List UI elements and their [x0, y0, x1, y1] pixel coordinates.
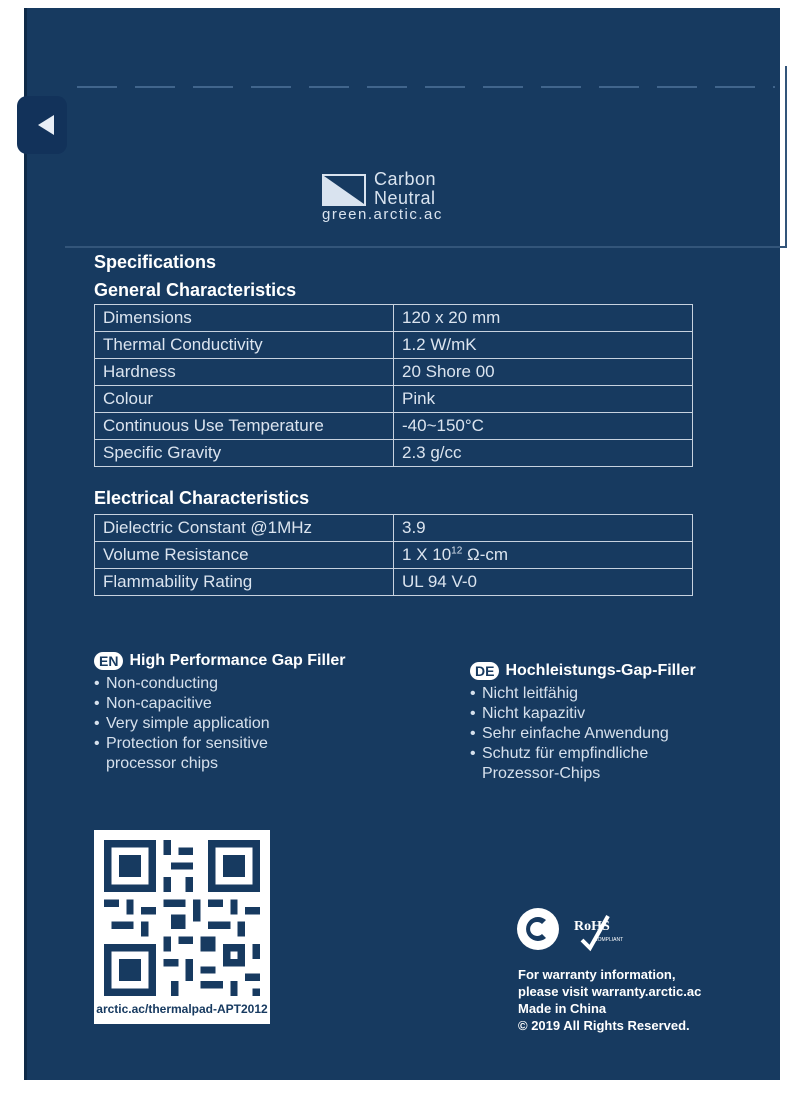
spec-value: -40~150°C: [394, 413, 693, 440]
features-title-de: Hochleistungs-Gap-Filler: [505, 662, 696, 679]
list-item: • Protection for sensitive processor chips: [94, 734, 276, 774]
spec-value: 2.3 g/cc: [394, 440, 693, 467]
carbon-cycle-icon: [517, 908, 559, 950]
electrical-spec-table: [94, 514, 693, 596]
table-row: [95, 569, 693, 596]
footer-line: Made in China: [518, 1001, 607, 1016]
table-row: [95, 359, 693, 386]
electrical-heading: Electrical Characteristics: [94, 488, 310, 508]
arrow-left-icon: [38, 115, 54, 135]
table-row: [95, 332, 693, 359]
rohs-compliant-icon: [574, 916, 623, 948]
spec-label: Specific Gravity: [95, 440, 394, 467]
language-badge-en: EN: [94, 652, 123, 670]
table-row: [95, 542, 693, 569]
table-row: [95, 515, 693, 542]
table-row: [95, 305, 693, 332]
spec-value: UL 94 V-0: [394, 569, 693, 596]
list-item: • Non-conducting: [94, 674, 394, 694]
flap-perforation: [77, 86, 775, 88]
spec-value: 20 Shore 00: [394, 359, 693, 386]
table-row: [95, 386, 693, 413]
features-en: [94, 652, 394, 774]
spec-label: Dimensions: [95, 305, 394, 332]
spec-label: Flammability Rating: [95, 569, 394, 596]
list-item: • Very simple application: [94, 714, 394, 734]
qr-code-icon[interactable]: [104, 840, 260, 996]
hang-tab[interactable]: [17, 96, 67, 154]
brand-line2: Neutral: [374, 188, 436, 208]
table-row: [95, 440, 693, 467]
table-row: [95, 413, 693, 440]
language-badge-de: DE: [470, 662, 499, 680]
resistance-unit: Ω-cm: [462, 545, 509, 564]
certification-logos: [516, 906, 636, 952]
spec-label: Volume Resistance: [95, 542, 394, 569]
specifications-heading: Specifications: [94, 252, 217, 272]
spec-label: Hardness: [95, 359, 394, 386]
rohs-sublabel: COMPLIANT: [594, 937, 624, 943]
spec-value: 3.9: [394, 515, 693, 542]
footer-line: For warranty information,: [518, 967, 676, 982]
qr-url[interactable]: arctic.ac/thermalpad-APT2012: [96, 1002, 268, 1016]
features-list-en: [94, 674, 394, 774]
spec-label: Colour: [95, 386, 394, 413]
spec-label: Continuous Use Temperature: [95, 413, 394, 440]
general-heading: General Characteristics: [94, 280, 297, 300]
brand-url: green.arctic.ac: [322, 206, 443, 223]
list-item: • Non-capacitive: [94, 694, 394, 714]
spec-value: 1.2 W/mK: [394, 332, 693, 359]
qr-code-panel[interactable]: [94, 830, 270, 1024]
features-de: [470, 662, 770, 784]
spec-label: Dielectric Constant @1MHz: [95, 515, 394, 542]
features-list-de: [470, 684, 770, 784]
spec-label: Thermal Conductivity: [95, 332, 394, 359]
footer-line[interactable]: please visit warranty.arctic.ac: [518, 984, 702, 999]
brand-line1: Carbon: [374, 169, 437, 189]
resistance-base: 1 X 10: [402, 545, 452, 564]
resistance-exponent: 12: [451, 545, 463, 557]
footer-copyright: © 2019 All Rights Reserved.: [518, 1018, 690, 1033]
list-item: • Nicht leitfähig: [470, 684, 770, 704]
list-item: • Sehr einfache Anwendung: [470, 724, 770, 744]
warranty-footer: [518, 966, 701, 1034]
carbon-neutral-icon: [322, 174, 366, 206]
spec-value: Pink: [394, 386, 693, 413]
list-item: • Nicht kapazitiv: [470, 704, 770, 724]
list-item: • Schutz für empfindliche Prozessor-Chips: [470, 744, 662, 784]
spec-value: [394, 542, 693, 569]
features-title-en: High Performance Gap Filler: [129, 652, 346, 669]
rohs-label: RoHS: [574, 919, 610, 934]
spec-value: 120 x 20 mm: [394, 305, 693, 332]
general-spec-table: [94, 304, 693, 467]
carbon-neutral-text: [374, 170, 436, 208]
